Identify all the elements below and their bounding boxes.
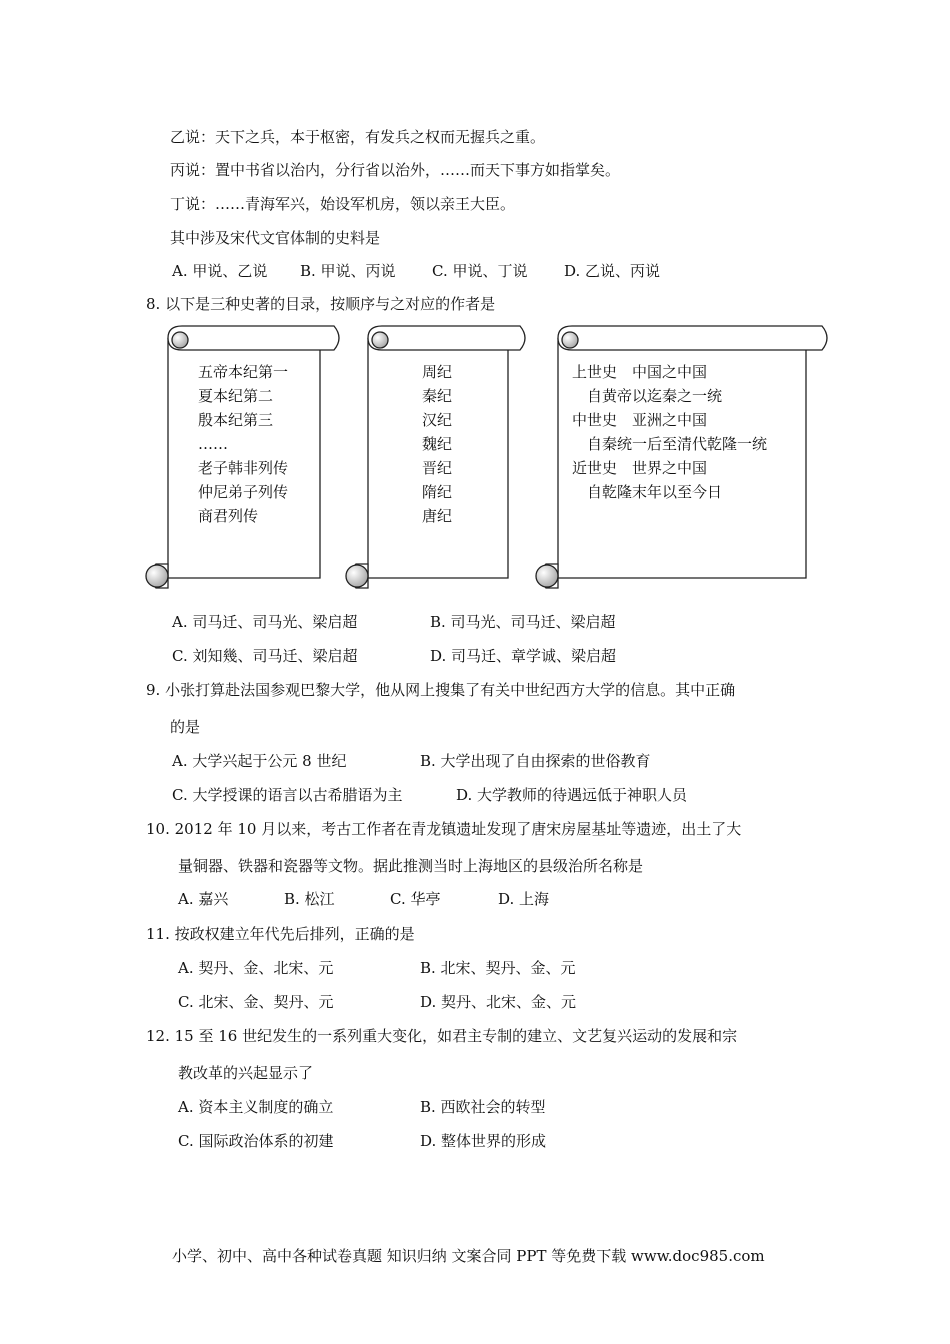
scroll-2-line: 汉纪 [422,411,453,429]
scroll-2-line: 隋纪 [422,483,453,501]
q12-stem-line2: 教改革的兴起显示了 [178,1064,314,1082]
scroll-3-line: 上世史 中国之中国 [572,363,708,381]
q7-option-c: C. 甲说、丁说 [432,262,528,280]
q9-option-a: A. 大学兴起于公元 8 世纪 [172,752,347,770]
q7-statement-yi: 乙说：天下之兵，本于枢密，有发兵之权而无握兵之重。 [170,128,546,146]
q8-stem: 8. 以下是三种史著的目录，按顺序与之对应的作者是 [146,295,496,313]
q9-option-d: D. 大学教师的待遇远低于神职人员 [456,786,688,804]
q8-option-a: A. 司马迁、司马光、梁启超 [172,613,358,631]
q8-option-b: B. 司马光、司马迁、梁启超 [430,613,616,631]
q10-option-d: D. 上海 [498,890,550,908]
q11-option-a: A. 契丹、金、北宋、元 [178,959,334,977]
scroll-3-contents [572,360,767,504]
scroll-2-line: 晋纪 [422,459,453,477]
page-footer: 小学、初中、高中各种试卷真题 知识归纳 文案合同 PPT 等免费下载 www.doc985.com [172,1247,765,1265]
q9-option-b: B. 大学出现了自由探索的世俗教育 [420,752,651,770]
scroll-2-line: 唐纪 [422,507,453,525]
scroll-1-line: 夏本纪第二 [198,387,274,405]
scroll-3-line: 近世史 世界之中国 [572,459,708,477]
scroll-1-line: 老子韩非列传 [198,459,289,477]
q10-option-a: A. 嘉兴 [178,890,229,908]
scroll-3-line: 自黄帝以迄秦之一统 [572,387,723,405]
q12-option-c: C. 国际政治体系的初建 [178,1132,334,1150]
scroll-1-line: 仲尼弟子列传 [198,483,289,501]
q9-option-c: C. 大学授课的语言以古希腊语为主 [172,786,403,804]
q8-option-d: D. 司马迁、章学诚、梁启超 [430,647,617,665]
scroll-1-line: 殷本纪第三 [198,411,274,429]
q12-stem-line1: 12. 15 至 16 世纪发生的一系列重大变化，如君主专制的建立、文艺复兴运动的发展和宗 [146,1027,738,1045]
q12-option-a: A. 资本主义制度的确立 [178,1098,334,1116]
q9-stem-line1: 9. 小张打算赴法国参观巴黎大学，他从网上搜集了有关中世纪西方大学的信息。其中正确 [146,681,736,699]
scroll-2-line: 周纪 [422,363,453,381]
q10-stem-line1: 10. 2012 年 10 月以来，考古工作者在青龙镇遗址发现了唐宋房屋基址等遗迹，出土了大 [146,820,742,838]
q9-stem-line2: 的是 [170,718,201,736]
scroll-1-contents [198,360,288,528]
scroll-3-line: 中世史 亚洲之中国 [572,411,708,429]
q7-option-d: D. 乙说、丙说 [564,262,661,280]
q10-option-c: C. 华亭 [390,890,441,908]
scroll-2-line: 秦纪 [422,387,453,405]
scroll-2-contents [422,360,452,528]
q10-stem-line2: 量铜器、铁器和瓷器等文物。据此推测当时上海地区的县级治所名称是 [178,857,644,875]
q7-option-a: A. 甲说、乙说 [172,262,268,280]
q11-option-c: C. 北宋、金、契丹、元 [178,993,334,1011]
q11-option-b: B. 北宋、契丹、金、元 [420,959,576,977]
q7-statement-bing: 丙说：置中书省以治内，分行省以治外，……而天下事方如指掌矣。 [170,161,621,179]
q8-option-c: C. 刘知幾、司马迁、梁启超 [172,647,358,665]
q11-option-d: D. 契丹、北宋、金、元 [420,993,577,1011]
q12-option-b: B. 西欧社会的转型 [420,1098,546,1116]
scroll-3-line: 自秦统一后至清代乾隆一统 [572,435,768,453]
scroll-3-line: 自乾隆末年以至今日 [572,483,723,501]
scroll-1-line: 商君列传 [198,507,259,525]
scroll-1-line: …… [198,435,228,453]
q7-question: 其中涉及宋代文官体制的史料是 [170,229,381,247]
q12-option-d: D. 整体世界的形成 [420,1132,547,1150]
q7-statement-ding: 丁说：……青海军兴，始设军机房，领以亲王大臣。 [170,195,516,213]
q11-stem: 11. 按政权建立年代先后排列，正确的是 [146,925,415,943]
scroll-1-line: 五帝本纪第一 [198,363,289,381]
q7-option-b: B. 甲说、丙说 [300,262,396,280]
scroll-2-line: 魏纪 [422,435,453,453]
q10-option-b: B. 松江 [284,890,335,908]
